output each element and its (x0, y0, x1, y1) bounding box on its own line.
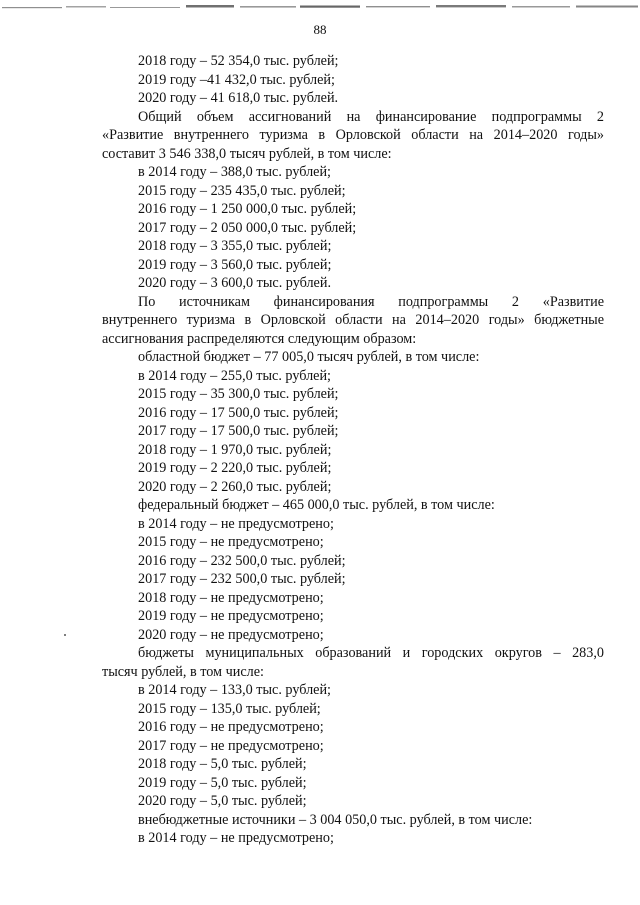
text-line: Общий объем ассигнований на финансирование подпрограммы 2 (138, 108, 604, 125)
text-line: составит 3 546 338,0 тысяч рублей, в том числе: (102, 145, 392, 162)
text-line: 2015 году – не предусмотрено; (138, 534, 324, 550)
text-line: 2015 году – 35 300,0 тыс. рублей; (138, 386, 339, 402)
text-line: в 2014 году – не предусмотрено; (138, 515, 334, 532)
text-line: 2015 году – 135,0 тыс. рублей; (138, 700, 321, 717)
text-line: 2018 году – 52 354,0 тыс. рублей; (138, 53, 339, 69)
text-line: 2017 году – не предусмотрено; (138, 737, 324, 754)
page-number: 88 (313, 22, 327, 37)
text-line: бюджеты муниципальных образований и городских округов – 283,0 (138, 645, 604, 661)
text-line: в 2014 году – 388,0 тыс. рублей; (138, 164, 331, 180)
text-line: 2017 году – 232 500,0 тыс. рублей; (138, 571, 346, 587)
scan-speck (64, 634, 66, 636)
text-line: областной бюджет – 77 005,0 тысяч рублей, в том числе: (138, 349, 480, 365)
text-line: 2020 году – 3 600,0 тыс. рублей. (138, 275, 331, 291)
text-line: 2019 году – 2 220,0 тыс. рублей; (138, 460, 332, 476)
text-line: 2016 году – 17 500,0 тыс. рублей; (138, 404, 339, 421)
text-line: 2020 году – 2 260,0 тыс. рублей; (138, 478, 332, 495)
text-line: 2017 году – 17 500,0 тыс. рублей; (138, 423, 339, 439)
text-line: 2019 году – 3 560,0 тыс. рублей; (138, 256, 332, 273)
text-line: 2016 году – 232 500,0 тыс. рублей; (138, 552, 346, 569)
text-line: 2020 году – 41 618,0 тыс. рублей. (138, 90, 339, 106)
text-line: внебюджетные источники – 3 004 050,0 тыс. рублей, в том числе: (138, 811, 533, 828)
text-line: 2019 году – 5,0 тыс. рублей; (138, 774, 307, 791)
text-line: 2018 году – не предусмотрено; (138, 589, 324, 606)
text-line: федеральный бюджет – 465 000,0 тыс. рублей, в том числе: (138, 497, 495, 513)
text-line: 2018 году – 5,0 тыс. рублей; (138, 756, 307, 772)
text-line: 2020 году – не предусмотрено; (138, 626, 324, 643)
text-line: в 2014 году – 133,0 тыс. рублей; (138, 682, 331, 698)
text-line: По источникам финансирования подпрограммы 2 «Развитие (138, 293, 604, 310)
text-line: в 2014 году – 255,0 тыс. рублей; (138, 367, 331, 384)
text-line: 2018 году – 1 970,0 тыс. рублей; (138, 441, 332, 458)
document-body (102, 52, 604, 848)
text-line: ассигнования распределяются следующим образом: (102, 330, 417, 347)
text-line: 2018 году – 3 355,0 тыс. рублей; (138, 238, 332, 254)
text-line: 2019 году –41 432,0 тыс. рублей; (138, 71, 335, 88)
text-line: 2020 году – 5,0 тыс. рублей; (138, 793, 307, 809)
text-line: в 2014 году – не предусмотрено; (138, 830, 334, 846)
text-line: 2019 году – не предусмотрено; (138, 608, 324, 624)
text-line: тысяч рублей, в том числе: (102, 663, 264, 680)
scan-header-artifact (0, 0, 640, 18)
text-line: «Развитие внутреннего туризма в Орловской области на 2014–2020 годы» (102, 127, 604, 143)
text-line: внутреннего туризма в Орловской области на 2014–2020 годы» бюджетные (102, 312, 604, 328)
text-line: 2015 году – 235 435,0 тыс. рублей; (138, 182, 346, 199)
text-line: 2017 году – 2 050 000,0 тыс. рублей; (138, 219, 357, 236)
text-line: 2016 году – не предусмотрено; (138, 719, 324, 735)
text-line: 2016 году – 1 250 000,0 тыс. рублей; (138, 201, 357, 217)
